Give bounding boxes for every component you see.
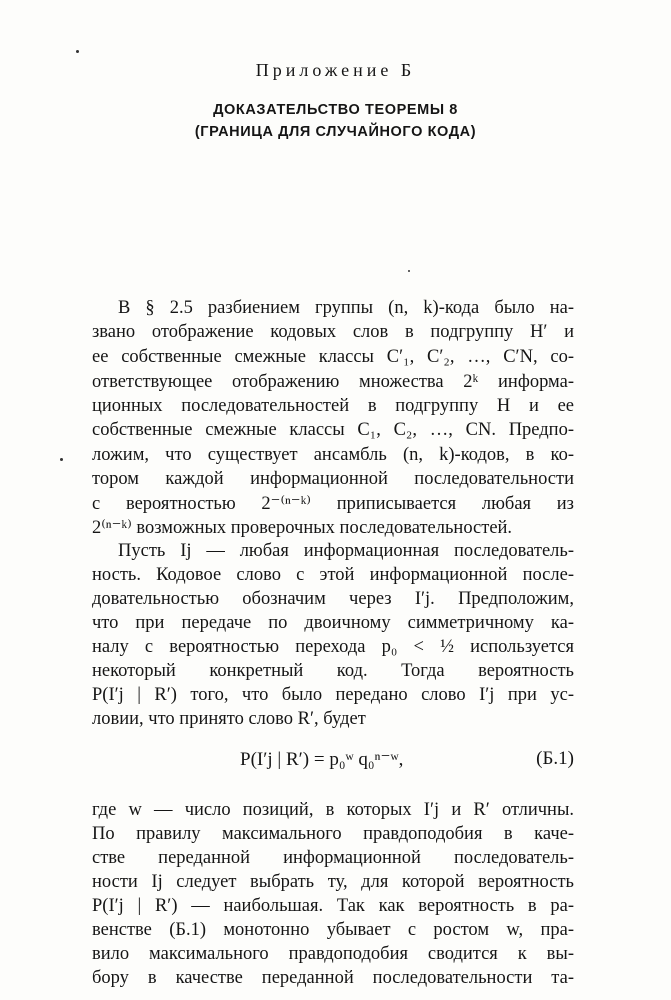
paragraph-1-line: В § 2.5 разбиением группы (n, k)-кода было на- bbox=[118, 298, 574, 318]
paragraph-1-line: собственные смежные классы C₁, C₂, …, CN. Предпо- bbox=[92, 420, 574, 440]
paragraph-1-line: ее собственные смежные классы C′₁, C′₂, …, C′N, со- bbox=[92, 347, 574, 367]
paragraph-2-line: Пусть Ij — любая информационная последователь- bbox=[118, 541, 574, 561]
paragraph-1-line: с вероятностью 2⁻⁽ⁿ⁻ᵏ⁾ приписывается любая из bbox=[92, 494, 574, 514]
paragraph-1-line: тором каждой информационной последовательности bbox=[92, 469, 574, 489]
paragraph-3-line: венстве (Б.1) монотонно убывает с ростом w, пра- bbox=[92, 920, 574, 940]
paragraph-1-line: ционных последовательностей в подгруппу H и ее bbox=[92, 396, 574, 416]
paragraph-3-line: По правилу максимального правдоподобия в каче- bbox=[92, 824, 574, 844]
appendix-title: Приложение Б bbox=[255, 60, 416, 80]
paragraph-2-line: довательностью обозначим через I′j. Предположим, bbox=[92, 589, 574, 609]
equation-number: (Б.1) bbox=[536, 748, 574, 769]
paragraph-2-line: ловии, что принято слово R′, будет bbox=[92, 709, 366, 729]
paragraph-3-line: ности Ij следует выбрать ту, для которой вероятность bbox=[92, 872, 574, 892]
section-heading-line-2: (ГРАНИЦА ДЛЯ СЛУЧАЙНОГО КОДА) bbox=[194, 124, 477, 140]
print-speck bbox=[60, 458, 63, 461]
paragraph-1-line: ответствующее отображению множества 2ᵏ информа- bbox=[92, 372, 574, 392]
paragraph-3-line: P(I′j | R′) — наибольшая. Так как вероятность в ра- bbox=[92, 896, 574, 916]
paragraph-3-line: бору в качестве переданной последовательности та- bbox=[92, 968, 574, 988]
paragraph-2-line: ность. Кодовое слово с этой информационной после- bbox=[92, 565, 574, 585]
paragraph-1-line: звано отображение кодовых слов в подгруппу H′ и bbox=[92, 322, 574, 342]
paragraph-3-line: где w — число позиций, в которых I′j и R′ отличны. bbox=[92, 800, 574, 820]
paragraph-3-line: стве переданной информационной последователь- bbox=[92, 848, 574, 868]
paragraph-2-line: P(I′j | R′) того, что было передано слово I′j при ус- bbox=[92, 685, 574, 705]
paragraph-2-line: что при передаче по двоичному симметричному ка- bbox=[92, 613, 574, 633]
equation-b1: P(I′j | R′) = p₀ʷ q₀ⁿ⁻ʷ, bbox=[240, 749, 404, 770]
print-speck bbox=[76, 50, 79, 53]
paragraph-1-line: ложим, что существует ансамбль (n, k)-кодов, в ко- bbox=[92, 445, 574, 465]
paragraph-3-line: вило максимального правдоподобия сводится к вы- bbox=[92, 944, 574, 964]
section-heading-line-1: ДОКАЗАТЕЛЬСТВО ТЕОРЕМЫ 8 bbox=[213, 102, 458, 118]
paragraph-1-line: 2⁽ⁿ⁻ᵏ⁾ возможных проверочных последовательностей. bbox=[92, 518, 513, 538]
print-speck bbox=[408, 270, 410, 272]
paragraph-2-line: некоторый конкретный код. Тогда вероятность bbox=[92, 661, 574, 681]
paragraph-2-line: налу с вероятностью перехода p₀ < ½ используется bbox=[92, 637, 574, 657]
